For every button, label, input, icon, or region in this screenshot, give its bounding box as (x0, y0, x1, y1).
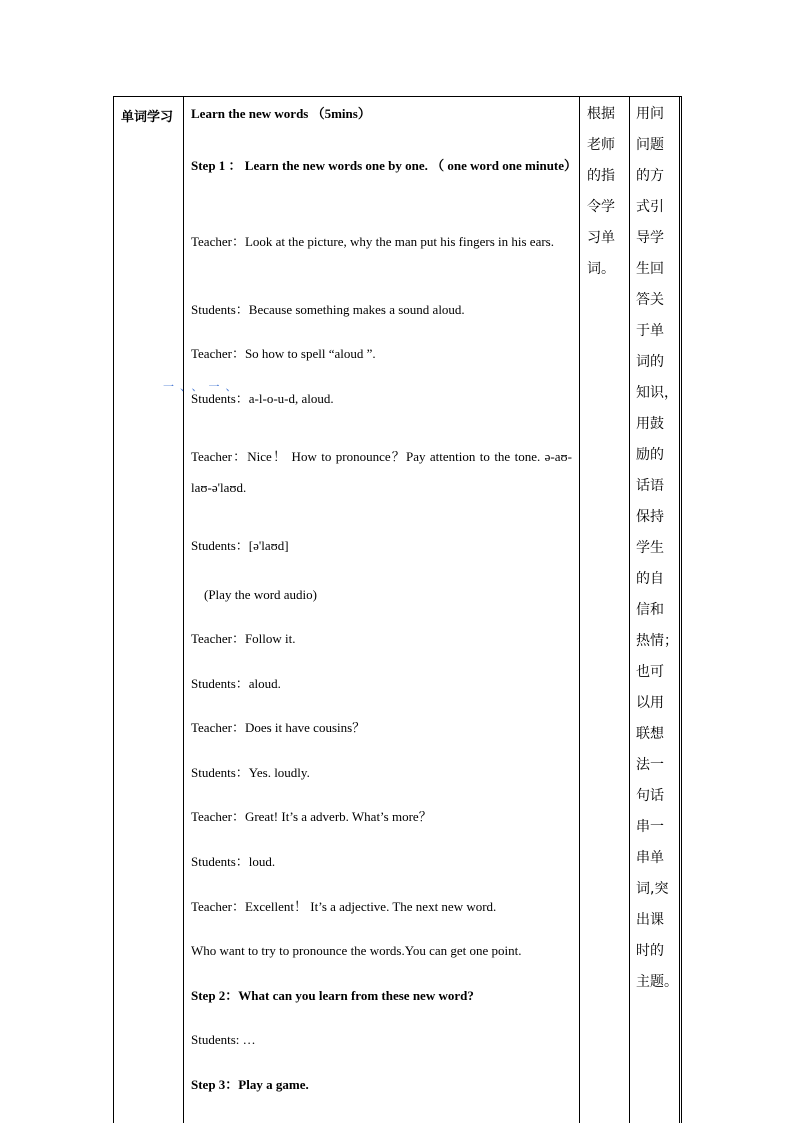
design-intent-line: 话语 (636, 478, 664, 494)
design-intent-line: 保持 (636, 509, 664, 525)
design-intent-line: 于单 (636, 323, 664, 339)
column-divider-3 (629, 96, 630, 1123)
column-divider-1 (183, 96, 184, 1123)
design-intent-line: 热情； (636, 633, 678, 649)
design-intent-line: 用问 (636, 106, 664, 122)
teacher-activity-line: 的指 (587, 168, 615, 184)
design-intent-line: 问题 (636, 137, 664, 153)
content-line: Teacher：Nice！ How to pronounce？Pay attention to the tone. ə-aʊ-laʊ-ə'laʊd. (191, 449, 572, 495)
design-intent-line: 也可 (636, 664, 664, 680)
content-line: Who want to try to pronounce the words.You can get one point. (191, 943, 522, 958)
content-line: Step 2：What can you learn from these new word? (191, 988, 474, 1003)
teacher-activity-line: 习单 (587, 230, 615, 246)
teacher-activity-line: 令学 (587, 199, 615, 215)
design-intent-line: 生回 (636, 261, 664, 277)
design-intent-line: 词,突 (636, 881, 669, 897)
content-line: Teacher：Follow it. (191, 631, 296, 646)
content-line: Students：a-l-o-u-d, aloud. (191, 391, 334, 406)
design-intent-line: 联想 (636, 726, 664, 742)
design-intent-line: 串单 (636, 850, 664, 866)
content-line: Students：Yes. loudly. (191, 765, 310, 780)
design-intent-line: 用鼓 (636, 416, 664, 432)
design-intent-line: 答关 (636, 292, 664, 308)
teacher-activity-line: 词。 (587, 261, 615, 277)
design-intent-line: 法一 (636, 757, 664, 773)
section-label: 单词学习 (121, 109, 174, 124)
content-line: Step 3：Play a game. (191, 1077, 309, 1092)
design-intent-line: 式引 (636, 199, 664, 215)
design-intent-line: 以用 (636, 695, 664, 711)
lesson-table (113, 96, 682, 1123)
design-intent-line: 句话 (636, 788, 664, 804)
content-line: Students：aloud. (191, 676, 281, 691)
teacher-activity-line: 老师 (587, 137, 615, 153)
design-intent-line: 串一 (636, 819, 664, 835)
design-intent-line: 信和 (636, 602, 664, 618)
design-intent-line: 出课 (636, 912, 664, 928)
content-line: Students：Because something makes a sound aloud. (191, 302, 465, 317)
teacher-activity-line: 根据 (587, 106, 615, 122)
design-intent-line: 学生 (636, 540, 664, 556)
design-intent-line: 知识， (636, 385, 678, 401)
content-line: Teacher：Look at the picture, why the man put his fingers in his ears. (191, 234, 554, 249)
design-intent-line: 时的 (636, 943, 664, 959)
content-line: Students：[ə'laʊd] (191, 538, 289, 553)
content-line: (Play the word audio) (204, 587, 318, 602)
teacher-activity-column (587, 99, 615, 285)
content-line: Learn the new words （5mins） (191, 106, 371, 121)
content-line: Teacher：Does it have cousins？ (191, 720, 366, 735)
design-intent-line: 导学 (636, 230, 664, 246)
content-line: Teacher：Excellent！ It’s a adjective. The next new word. (191, 899, 497, 914)
design-intent-line: 词的 (636, 354, 664, 370)
design-intent-line: 的自 (636, 571, 664, 587)
content-line: Step 1 ： Learn the new words one by one. （ one word one minute） (191, 158, 578, 173)
table-top-border (113, 96, 682, 97)
content-line: Teacher：Great! It’s a adverb. What’s more？ (191, 809, 432, 824)
design-intent-line: 主题。 (636, 974, 678, 990)
margin-mark: 一、、一、 (163, 380, 243, 393)
table-right-border-outer (681, 96, 682, 1123)
content-line: Students：loud. (191, 854, 276, 869)
design-intent-line: 励的 (636, 447, 664, 463)
content-line: Students: … (191, 1032, 256, 1047)
design-intent-line: 的方 (636, 168, 664, 184)
content-line: Teacher：So how to spell “aloud ”. (191, 346, 376, 361)
table-left-border (113, 96, 114, 1123)
column-divider-2 (579, 96, 580, 1123)
table-right-border (679, 96, 680, 1123)
design-intent-column (636, 99, 678, 998)
